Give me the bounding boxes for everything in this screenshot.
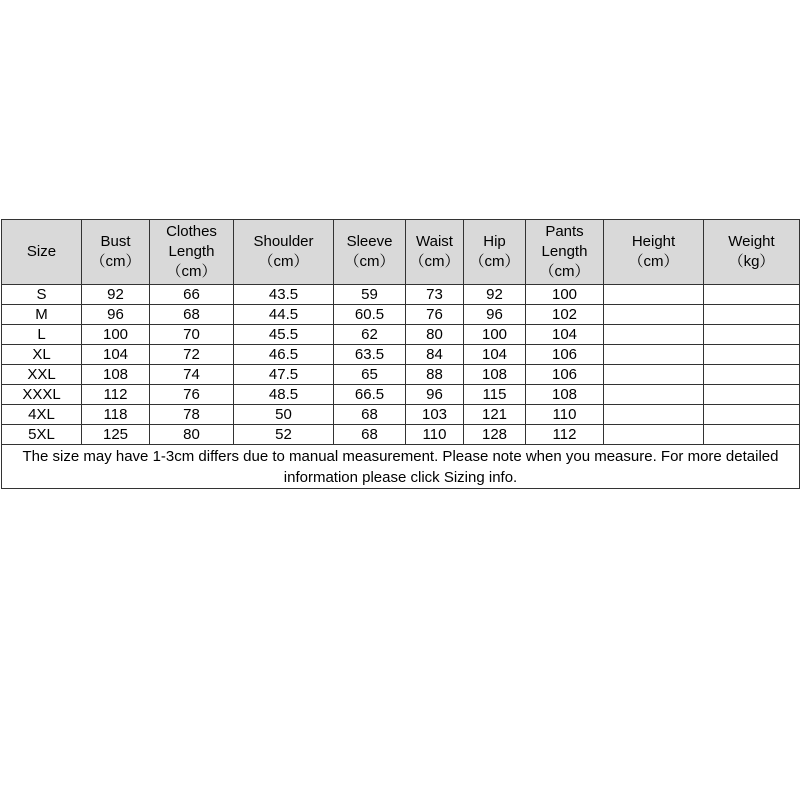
cell-shoulder: 45.5 bbox=[234, 325, 334, 345]
header-hip: Hip （cm） bbox=[464, 220, 526, 285]
cell-clothes-length: 72 bbox=[150, 345, 234, 365]
cell-hip: 108 bbox=[464, 365, 526, 385]
cell-shoulder: 46.5 bbox=[234, 345, 334, 365]
cell-height bbox=[604, 405, 704, 425]
cell-pants-length: 110 bbox=[526, 405, 604, 425]
cell-waist: 103 bbox=[406, 405, 464, 425]
cell-waist: 80 bbox=[406, 325, 464, 345]
cell-shoulder: 44.5 bbox=[234, 305, 334, 325]
cell-waist: 84 bbox=[406, 345, 464, 365]
cell-weight bbox=[704, 285, 800, 305]
cell-weight bbox=[704, 345, 800, 365]
cell-waist: 88 bbox=[406, 365, 464, 385]
cell-sleeve: 60.5 bbox=[334, 305, 406, 325]
cell-clothes-length: 80 bbox=[150, 425, 234, 445]
cell-pants-length: 106 bbox=[526, 365, 604, 385]
cell-pants-length: 104 bbox=[526, 325, 604, 345]
cell-size: XXL bbox=[2, 365, 82, 385]
cell-sleeve: 66.5 bbox=[334, 385, 406, 405]
cell-clothes-length: 74 bbox=[150, 365, 234, 385]
header-size: Size bbox=[2, 220, 82, 285]
cell-pants-length: 106 bbox=[526, 345, 604, 365]
cell-bust: 96 bbox=[82, 305, 150, 325]
cell-clothes-length: 70 bbox=[150, 325, 234, 345]
table-row bbox=[2, 425, 800, 445]
cell-weight bbox=[704, 325, 800, 345]
cell-weight bbox=[704, 405, 800, 425]
cell-sleeve: 65 bbox=[334, 365, 406, 385]
cell-size: XXXL bbox=[2, 385, 82, 405]
cell-bust: 118 bbox=[82, 405, 150, 425]
header-bust: Bust （cm） bbox=[82, 220, 150, 285]
cell-waist: 96 bbox=[406, 385, 464, 405]
cell-height bbox=[604, 305, 704, 325]
cell-hip: 104 bbox=[464, 345, 526, 365]
cell-shoulder: 48.5 bbox=[234, 385, 334, 405]
cell-shoulder: 43.5 bbox=[234, 285, 334, 305]
cell-hip: 121 bbox=[464, 405, 526, 425]
cell-pants-length: 108 bbox=[526, 385, 604, 405]
cell-height bbox=[604, 325, 704, 345]
cell-sleeve: 68 bbox=[334, 405, 406, 425]
cell-weight bbox=[704, 305, 800, 325]
cell-shoulder: 50 bbox=[234, 405, 334, 425]
cell-height bbox=[604, 285, 704, 305]
table-row bbox=[2, 325, 800, 345]
header-height: Height （cm） bbox=[604, 220, 704, 285]
cell-weight bbox=[704, 365, 800, 385]
cell-bust: 125 bbox=[82, 425, 150, 445]
header-sleeve: Sleeve （cm） bbox=[334, 220, 406, 285]
table-row bbox=[2, 385, 800, 405]
cell-sleeve: 62 bbox=[334, 325, 406, 345]
cell-height bbox=[604, 425, 704, 445]
header-clothes-length: Clothes Length （cm） bbox=[150, 220, 234, 285]
cell-shoulder: 52 bbox=[234, 425, 334, 445]
cell-bust: 92 bbox=[82, 285, 150, 305]
header-pants-length: Pants Length （cm） bbox=[526, 220, 604, 285]
cell-shoulder: 47.5 bbox=[234, 365, 334, 385]
cell-pants-length: 100 bbox=[526, 285, 604, 305]
cell-bust: 104 bbox=[82, 345, 150, 365]
cell-waist: 76 bbox=[406, 305, 464, 325]
cell-hip: 115 bbox=[464, 385, 526, 405]
cell-pants-length: 112 bbox=[526, 425, 604, 445]
header-weight: Weight （kg） bbox=[704, 220, 800, 285]
cell-clothes-length: 68 bbox=[150, 305, 234, 325]
cell-hip: 128 bbox=[464, 425, 526, 445]
cell-hip: 100 bbox=[464, 325, 526, 345]
size-chart-table bbox=[1, 219, 800, 489]
cell-sleeve: 63.5 bbox=[334, 345, 406, 365]
cell-clothes-length: 78 bbox=[150, 405, 234, 425]
cell-pants-length: 102 bbox=[526, 305, 604, 325]
measurement-note: The size may have 1-3cm differs due to manual measurement. Please note when you measure. For more detailed information please click Sizing info. bbox=[2, 445, 800, 489]
cell-size: M bbox=[2, 305, 82, 325]
cell-hip: 92 bbox=[464, 285, 526, 305]
cell-sleeve: 68 bbox=[334, 425, 406, 445]
cell-weight bbox=[704, 425, 800, 445]
cell-height bbox=[604, 385, 704, 405]
cell-sleeve: 59 bbox=[334, 285, 406, 305]
cell-size: 5XL bbox=[2, 425, 82, 445]
cell-waist: 73 bbox=[406, 285, 464, 305]
table-row bbox=[2, 365, 800, 385]
header-waist: Waist （cm） bbox=[406, 220, 464, 285]
cell-weight bbox=[704, 385, 800, 405]
table-row bbox=[2, 305, 800, 325]
cell-bust: 100 bbox=[82, 325, 150, 345]
cell-clothes-length: 66 bbox=[150, 285, 234, 305]
table-row bbox=[2, 405, 800, 425]
cell-size: L bbox=[2, 325, 82, 345]
header-row bbox=[2, 220, 800, 285]
table-row bbox=[2, 285, 800, 305]
cell-height bbox=[604, 345, 704, 365]
cell-height bbox=[604, 365, 704, 385]
cell-size: S bbox=[2, 285, 82, 305]
header-shoulder: Shoulder （cm） bbox=[234, 220, 334, 285]
cell-hip: 96 bbox=[464, 305, 526, 325]
cell-size: 4XL bbox=[2, 405, 82, 425]
cell-bust: 112 bbox=[82, 385, 150, 405]
cell-size: XL bbox=[2, 345, 82, 365]
cell-bust: 108 bbox=[82, 365, 150, 385]
cell-clothes-length: 76 bbox=[150, 385, 234, 405]
table-row bbox=[2, 345, 800, 365]
cell-waist: 110 bbox=[406, 425, 464, 445]
